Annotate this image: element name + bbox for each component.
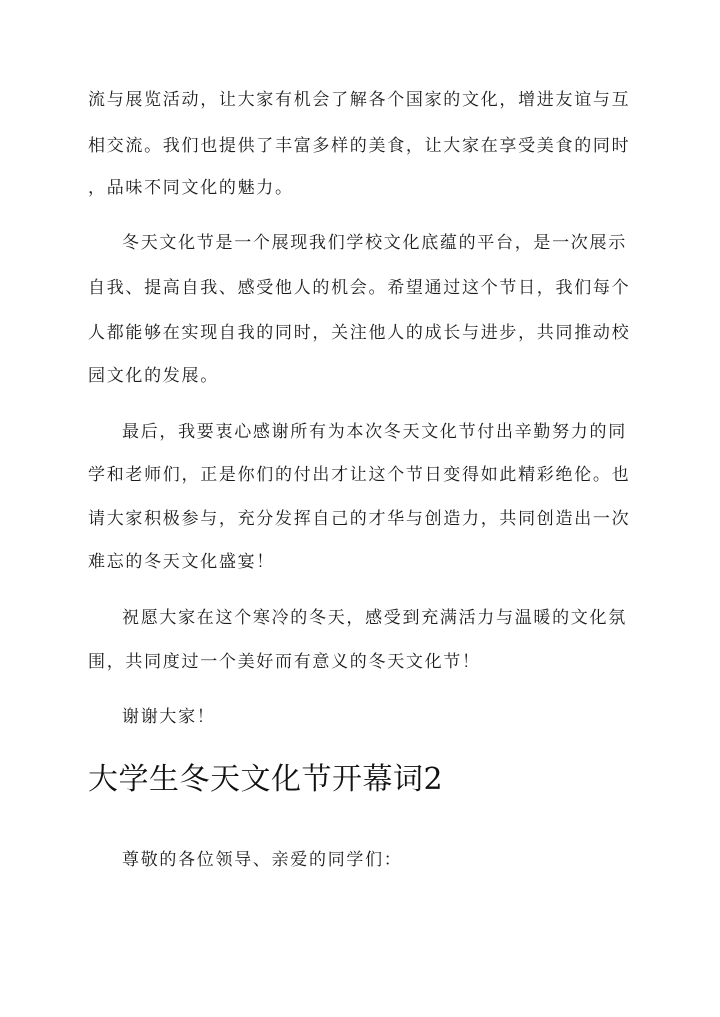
paragraph-2-line-3: 人都能够在实现自我的同时，关注他人的成长与进步，共同推动校 <box>88 323 631 343</box>
section-heading: 大学生冬天文化节开幕词2 <box>88 762 444 797</box>
paragraph-2-line-4: 园文化的发展。 <box>88 366 219 386</box>
greeting: 尊敬的各位领导、亲爱的同学们： <box>122 850 403 870</box>
paragraph-1-line-2: 相交流。我们也提供了丰富多样的美食，让大家在享受美食的同时 <box>88 136 631 156</box>
paragraph-3-line-2: 学和老师们，正是你们的付出才让这个节日变得如此精彩绝伦。也 <box>88 465 631 485</box>
paragraph-3-line-3: 请大家积极参与，充分发挥自己的才华与创造力，共同创造出一次 <box>88 509 631 529</box>
paragraph-1-line-1: 流与展览活动，让大家有机会了解各个国家的文化，增进友谊与互 <box>88 90 631 110</box>
paragraph-1-line-3: ，品味不同文化的魅力。 <box>88 178 294 198</box>
paragraph-4-line-2: 围，共同度过一个美好而有意义的冬天文化节！ <box>88 652 481 672</box>
paragraph-3-line-4: 难忘的冬天文化盛宴！ <box>88 552 275 572</box>
paragraph-3-line-1: 最后，我要衷心感谢所有为本次冬天文化节付出辛勤努力的同 <box>122 422 627 442</box>
paragraph-2-line-1: 冬天文化节是一个展现我们学校文化底蕴的平台，是一次展示 <box>122 233 627 253</box>
closing-thanks: 谢谢大家！ <box>122 707 216 727</box>
paragraph-4-line-1: 祝愿大家在这个寒冷的冬天，感受到充满活力与温暖的文化氛 <box>122 608 627 628</box>
paragraph-2-line-2: 自我、提高自我、感受他人的机会。希望通过这个节日，我们每个 <box>88 278 631 298</box>
